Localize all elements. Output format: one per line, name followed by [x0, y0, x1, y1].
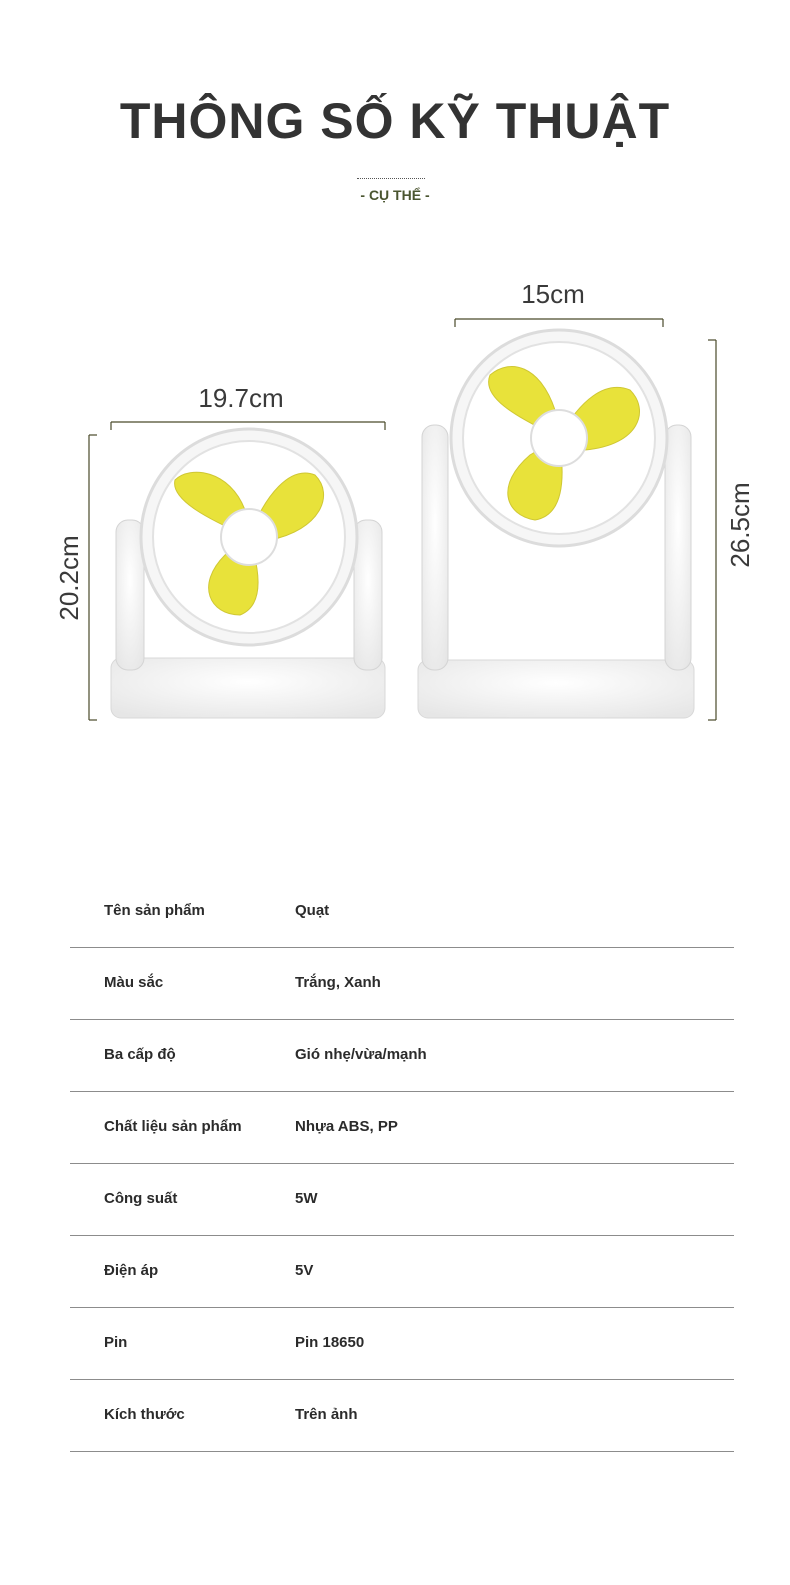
spec-value: Gió nhẹ/vừa/mạnh — [295, 1046, 427, 1063]
spec-table — [70, 876, 734, 1452]
spec-label: Màu sắc — [104, 974, 164, 991]
fan-small-width-label: 19.7cm — [198, 383, 284, 413]
page-subtitle: - CỤ THỂ - — [360, 187, 430, 203]
spec-value: 5V — [295, 1262, 314, 1279]
spec-row — [70, 948, 734, 1020]
spec-label: Pin — [104, 1334, 128, 1351]
fan-large-height-label: 26.5cm — [725, 482, 755, 568]
spec-label: Công suất — [104, 1190, 178, 1207]
spec-row — [70, 1236, 734, 1308]
spec-label: Tên sản phẩm — [104, 902, 205, 919]
spec-value: Nhựa ABS, PP — [295, 1118, 398, 1135]
fan-small-height-label: 20.2cm — [54, 535, 84, 621]
fan-small-height-line — [89, 435, 97, 720]
spec-label: Kích thước — [104, 1406, 185, 1423]
spec-row — [70, 1020, 734, 1092]
spec-label: Điện áp — [104, 1262, 159, 1279]
spec-value: Trên ảnh — [295, 1406, 358, 1423]
spec-row — [70, 876, 734, 948]
fan-large-height-line — [708, 340, 716, 720]
spec-label: Ba cấp độ — [104, 1046, 176, 1063]
spec-label: Chất liệu sản phẩm — [104, 1118, 242, 1135]
fan-small-image — [111, 429, 385, 718]
spec-value: 5W — [295, 1190, 318, 1207]
title-divider — [357, 178, 425, 179]
spec-row — [70, 1164, 734, 1236]
fan-dimensions-illustration — [0, 270, 790, 740]
fan-large-width-line — [455, 319, 663, 327]
fan-large-image — [418, 330, 694, 718]
spec-row — [70, 1308, 734, 1380]
page-title: THÔNG SỐ KỸ THUẬT — [119, 93, 671, 149]
spec-value: Pin 18650 — [295, 1334, 365, 1351]
spec-row — [70, 1092, 734, 1164]
fan-large-width-label: 15cm — [521, 279, 585, 309]
spec-value: Trắng, Xanh — [295, 974, 381, 991]
spec-row — [70, 1380, 734, 1452]
spec-value: Quạt — [295, 902, 330, 919]
